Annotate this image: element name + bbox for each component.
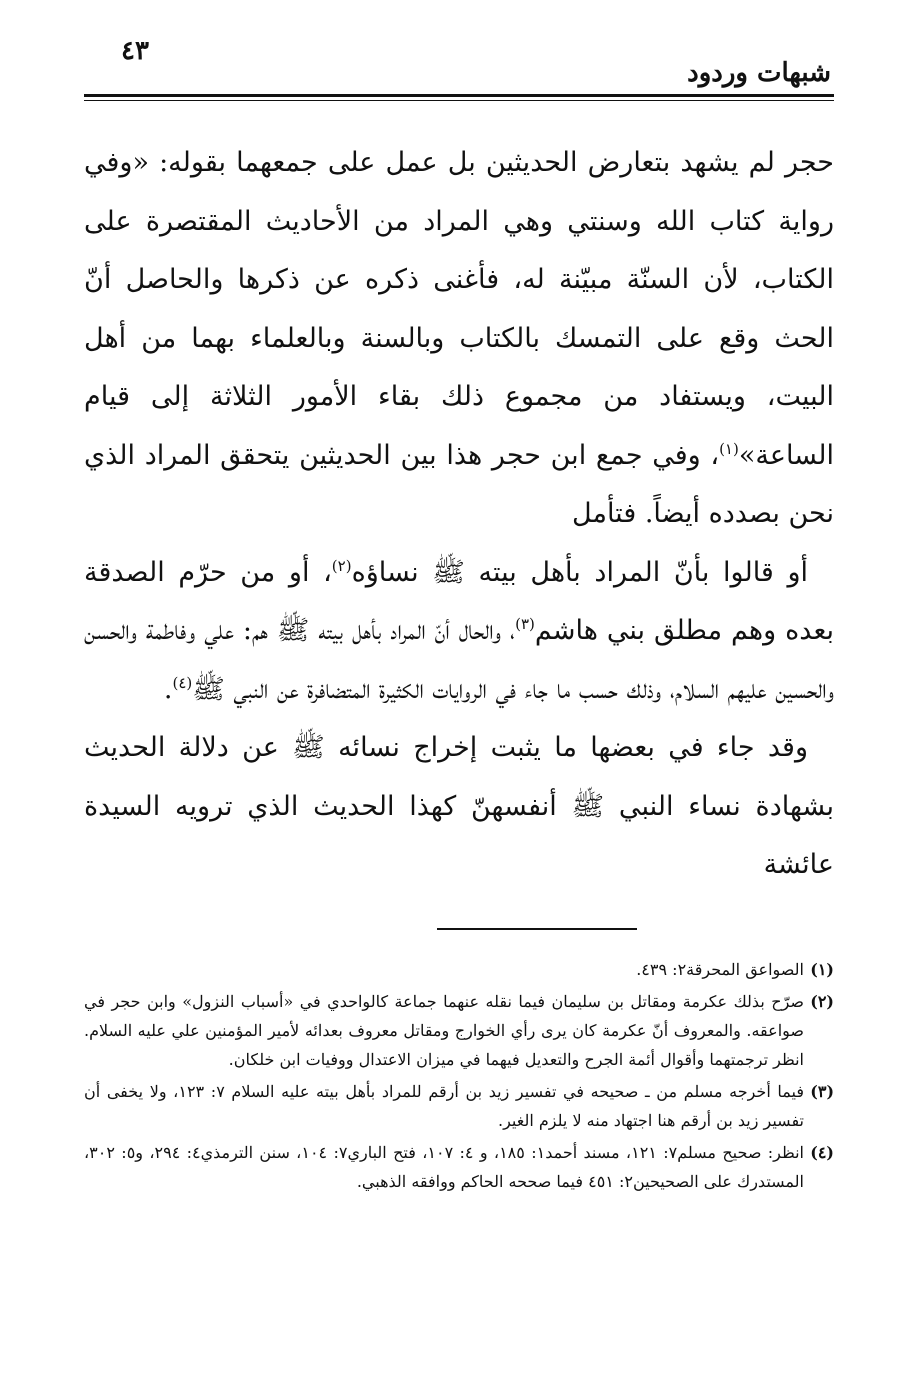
- footnote-4: [84, 1138, 834, 1196]
- footnote-number: (١): [810, 960, 834, 979]
- footnote-separator: [437, 928, 637, 930]
- footnote-3: [84, 1077, 834, 1135]
- footnote-text: انظر: صحيح مسلم٧: ١٢١، مسند أحمد١: ١٨٥، و ٤: ١٠٧، فتح الباري٧: ١٠٤، سنن الترمذي٤: ٢٩٤، و٥: ٣٠٢، المستدرك على الصحيحين٢: ٤٥١ فيما صححه الحاكم ووافقه الذهبي.: [84, 1143, 804, 1191]
- paragraph-1-tail: ، وفي جمع ابن حجر هذا بين الحديثين يتحقق المراد الذي نحن بصدده أيضاً. فتأمل: [84, 439, 834, 529]
- header-rule-thin: [84, 100, 834, 101]
- footnote-number: (٢): [810, 992, 834, 1011]
- footnote-1: [84, 955, 834, 984]
- paragraph-1-text: حجر لم يشهد بتعارض الحديثين بل عمل على جمعهما بقوله: «وفي رواية كتاب الله وسنتي وهي المراد من الأحاديث المقتصرة على الكتاب، لأن السنّة مبيّنة له، فأغنى ذكره عن ذكرها والحاصل أنّ الحث وقع على التمسك بالكتاب وبالسنة وبالعلماء بهما من أهل البيت، ويستفاد من مجموع ذلك بقاء الأمور الثلاثة إلى قيام الساعة»: [84, 147, 834, 471]
- paragraph-2: [84, 544, 834, 720]
- paragraph-2-tail: ، والحال أنّ المراد بأهل بيته ﷺ هم: علي وفاطمة والحسن والحسين عليهم السلام، وذلك حسب ما جاء في الروايات الكثيرة المتضافرة عن النبي ﷺ: [84, 615, 834, 705]
- paragraph-3-text: وقد جاء في بعضها ما يثبت إخراج نسائه ﷺ عن دلالة الحديث بشهادة نساء النبي ﷺ أنفسهنّ كهذا الحديث الذي ترويه السيدة عائشة: [84, 732, 834, 880]
- paragraph-2-mid: ، أو من حرّم الصدقة بعده وهم مطلق بني هاشم: [84, 556, 834, 646]
- footnote-text: الصواعق المحرقة٢: ٤٣٩.: [636, 960, 804, 979]
- footnote-number: (٣): [810, 1082, 835, 1101]
- header-rule-thick: [84, 94, 834, 97]
- footnote-ref-4: (٤): [172, 673, 193, 692]
- footnote-ref-1: (١): [719, 439, 739, 458]
- running-title: شبهات وردود: [687, 58, 831, 88]
- page-number: ٤٣: [121, 36, 149, 66]
- paragraph-1: [84, 134, 834, 544]
- footnote-text: فيما أخرجه مسلم من ـ صحيحه في تفسير زيد بن أرقم للمراد بأهل بيته عليه السلام ٧: ١٢٣، ولا يخفى أن تفسير زيد بن أرقم هنا اجتهاد منه لا يلزم الغير.: [84, 1082, 805, 1130]
- body-text: [84, 134, 834, 895]
- paragraph-3: [84, 719, 834, 895]
- footnote-number: (٤): [810, 1143, 834, 1162]
- paragraph-2-end: .: [163, 673, 173, 705]
- footnotes: [84, 955, 834, 1199]
- footnote-text: صرّح بذلك عكرمة ومقاتل بن سليمان فيما نقله عنهما جماعة كالواحدي في «أسباب النزول» وابن حجر في صواعقه. والمعروف أنّ عكرمة كان يرى رأي الخوارج ومقاتل معروف بعدائه لأمير المؤمنين علي عليه السلام. انظر ترجمتهما وأقوال أئمة الجرح والتعديل فيهما في ميزان الاعتدال ووفيات ابن خلكان.: [84, 992, 804, 1069]
- paragraph-2-text: أو قالوا بأنّ المراد بأهل بيته ﷺ نساؤه: [351, 556, 808, 588]
- footnote-ref-2: (٢): [331, 556, 352, 575]
- footnote-ref-3: (٣): [515, 615, 535, 633]
- footnote-2: [84, 987, 834, 1074]
